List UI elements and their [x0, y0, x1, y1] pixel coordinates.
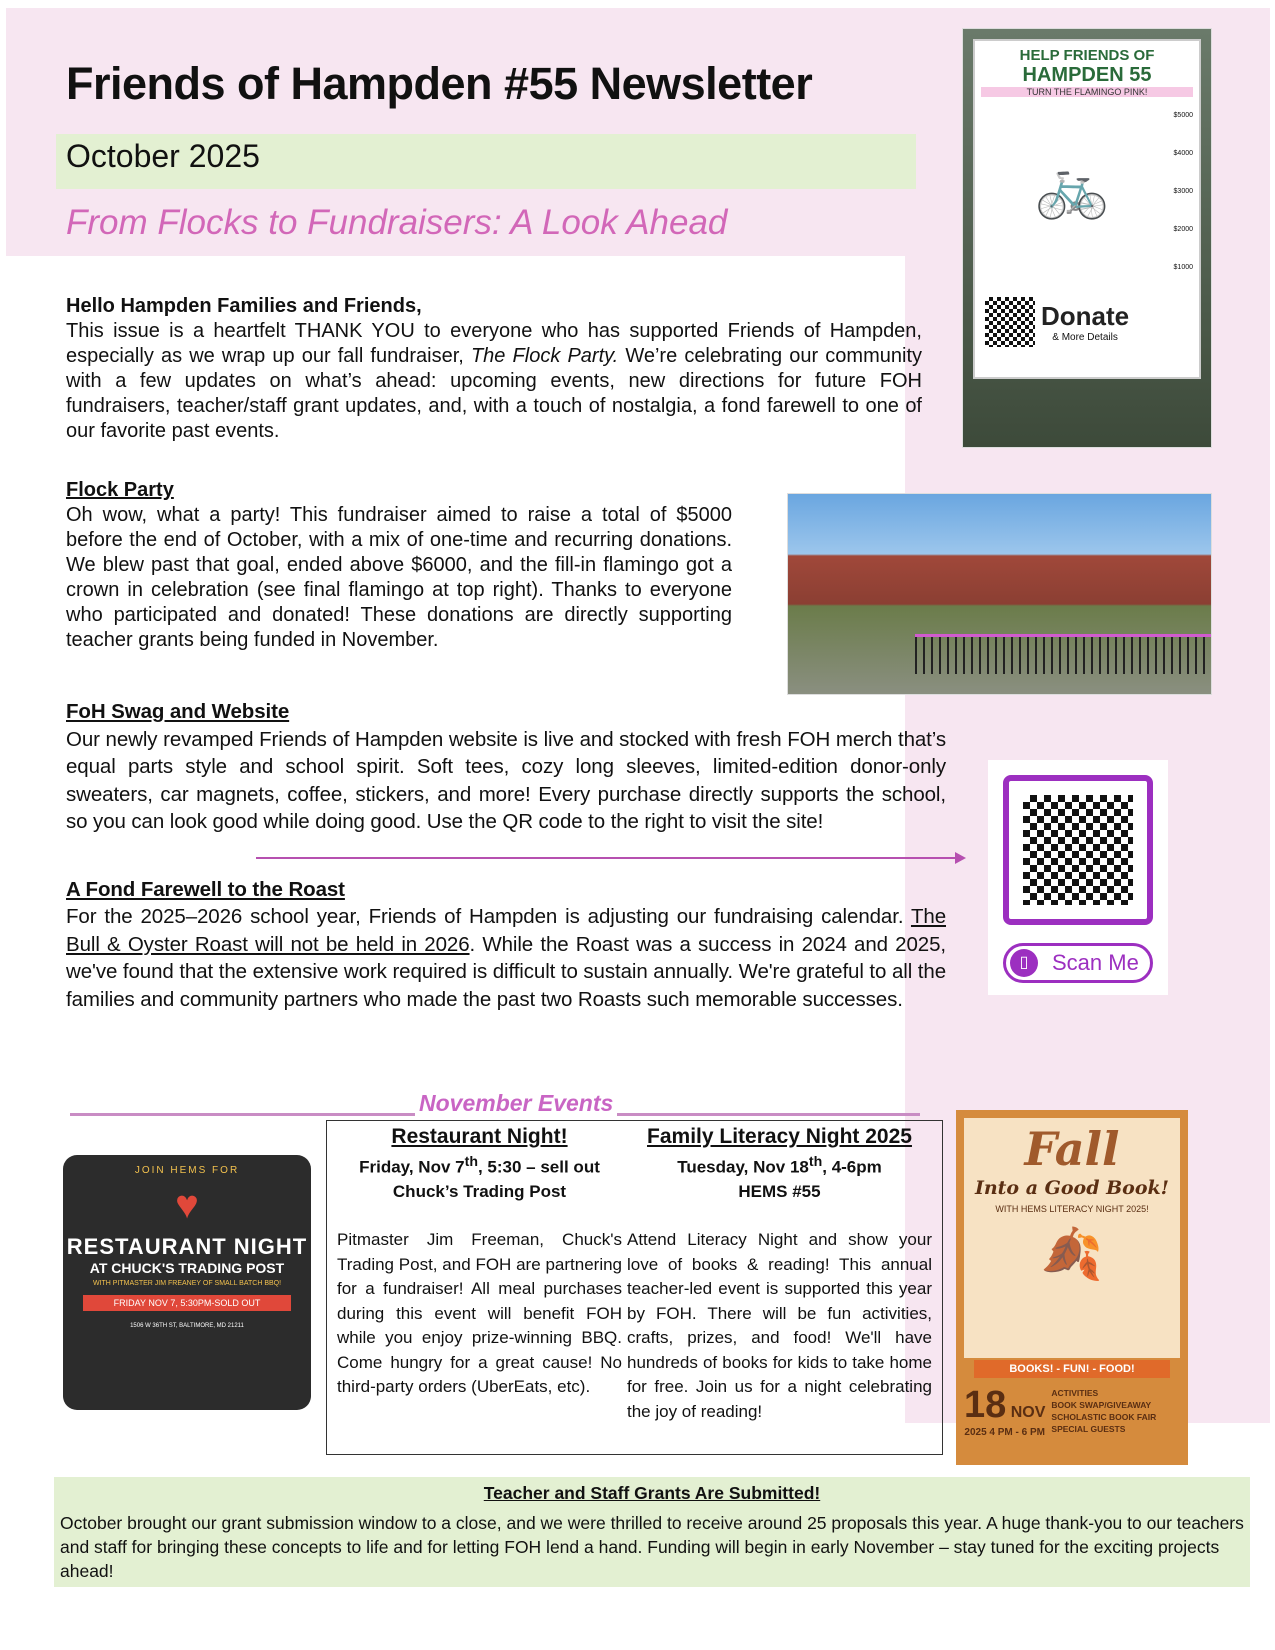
page-title: Friends of Hampden #55 Newsletter — [66, 58, 813, 109]
flyer-address: 1506 W 36TH ST, BALTIMORE, MD 21211 — [130, 1323, 244, 1329]
roast-heading: A Fond Farewell to the Roast — [66, 877, 345, 901]
flyer-subtitle: AT CHUCK'S TRADING POST — [89, 1260, 285, 1276]
sign-donate: Donate — [1041, 301, 1130, 331]
phone-icon: ▯ — [1010, 949, 1038, 977]
flamingo-sign-photo — [962, 28, 1212, 448]
event-title: Restaurant Night! — [391, 1125, 568, 1148]
sign-qr-code — [985, 297, 1035, 347]
sign-help-text: HELP FRIENDS OF — [1019, 47, 1155, 64]
literacy-night-flyer — [956, 1110, 1188, 1465]
roast-text: For the 2025–2026 school year, Friends of Hampden is adjusting our fundraising calendar. — [66, 905, 911, 928]
flyer-month: NOV — [1010, 1404, 1046, 1421]
event-location: HEMS #55 — [738, 1181, 821, 1201]
sign-level: $5000 — [1173, 112, 1193, 119]
flock-section — [66, 478, 732, 653]
event-date: Tuesday, Nov 18 — [677, 1157, 809, 1177]
events-table — [326, 1120, 943, 1455]
event-description: Pitmaster Jim Freeman, Chuck's Trading Post, and FOH are partnering for a fundraiser! All meal purchases during this event will benefit FOH while you enjoy prize-winning BBQ. Come hungry for a great cause! No third-party orders (UberEats, etc). — [337, 1230, 622, 1397]
flyer-fall: Fall — [1024, 1122, 1120, 1176]
scan-me-label: Scan Me — [1052, 950, 1139, 975]
flyer-banner: BOOKS! - FUN! - FOOD! — [974, 1360, 1170, 1378]
flyer-with: WITH HEMS LITERACY NIGHT 2025! — [995, 1204, 1149, 1214]
event-literacy-night — [627, 1125, 932, 1424]
flock-text: Oh wow, what a party! This fundraiser aimed to raise a total of $5000 before the end of October, with a mix of one-time and recurring donations. We blew past that goal, ended above $6000, and the fill-in flamingo got a crown in celebration (see final flamingo at top right). Thanks to everyone who participated and donated! These donations are directly supporting teacher grants being funded in November. — [66, 504, 732, 651]
sign-turn-text: TURN THE FLAMINGO PINK! — [981, 87, 1193, 97]
flyer-item: BOOK SWAP/GIVEAWAY — [1051, 1400, 1152, 1410]
swag-heading: FoH Swag and Website — [66, 700, 290, 723]
flock-heading: Flock Party — [66, 479, 174, 501]
sign-level: $2000 — [1173, 226, 1193, 233]
flyer-year: 2025 — [964, 1427, 987, 1438]
restaurant-night-flyer — [63, 1155, 311, 1410]
issue-date: October 2025 — [66, 138, 260, 174]
page-subtitle: From Flocks to Fundraisers: A Look Ahead — [66, 203, 728, 242]
swag-roast-column — [66, 698, 946, 1013]
arrow-to-qr — [256, 857, 964, 859]
heart-grill-icon: ♥ — [175, 1183, 199, 1227]
event-date: Friday, Nov 7 — [359, 1157, 465, 1177]
event-location: Chuck’s Trading Post — [392, 1181, 567, 1201]
flyer-day: 18 — [964, 1384, 1007, 1426]
flyer-join: JOIN HEMS FOR — [134, 1165, 240, 1176]
flyer-title: RESTAURANT NIGHT — [66, 1234, 308, 1259]
event-time: , 5:30 – sell out — [477, 1157, 600, 1177]
event-date-suffix: th — [464, 1153, 478, 1170]
flyer-item: SPECIAL GUESTS — [1051, 1424, 1126, 1434]
flamingo-bike-icon: 🚲 — [1034, 153, 1110, 220]
sign-level: $4000 — [1173, 150, 1193, 157]
event-description: Attend Literacy Night and show your love of books & reading! This annual teacher-led event is supported this year by FOH. There will be fun activities, crafts, prizes, and food! We'll have hundreds of books for kids to take home for free. Join us for a night celebrating the joy of reading! — [627, 1230, 932, 1421]
sign-hampden-text: HAMPDEN 55 — [1022, 64, 1152, 86]
swag-text: Our newly revamped Friends of Hampden website is live and stocked with fresh FOH merch that’s equal parts style and school spirit. Soft tees, cozy long sleeves, limited-edition donor-only sweaters, car magnets, coffee, stickers, and more! Every purchase directly supports the school, so you can look good while doing good. Use the QR code to the right to visit the site! — [66, 727, 946, 833]
flyer-into: Into a Good Book! — [974, 1177, 1170, 1199]
grants-section — [54, 1477, 1250, 1587]
intro-section — [66, 294, 922, 444]
roast-notice: The Bull & Oyster Roast will not be held in 2026 — [66, 905, 946, 956]
scan-me-button[interactable] — [1003, 943, 1153, 983]
event-title: Family Literacy Night 2025 — [647, 1125, 912, 1148]
sign-level: $1000 — [1173, 264, 1193, 271]
flyer-with: WITH PITMASTER JIM FREANEY OF SMALL BATCH BBQ! — [92, 1280, 282, 1287]
event-date-suffix: th — [808, 1153, 823, 1170]
grants-heading: Teacher and Staff Grants Are Submitted! — [483, 1483, 821, 1503]
flyer-date: FRIDAY NOV 7, 5:30PM-SOLD OUT — [83, 1295, 291, 1311]
intro-heading: Hello Hampden Families and Friends, — [66, 295, 422, 317]
school-fence-flamingos-photo — [787, 493, 1212, 695]
website-qr-card[interactable] — [988, 760, 1168, 995]
swag-section — [66, 698, 946, 836]
sign-level: $3000 — [1173, 188, 1193, 195]
roast-text: . While the Roast was a success in 2024 and 2025, we've found that the extensive work required is difficult to sustain annually. We're grateful to all the families and community partners who made the past two Roasts such memorable successes. — [66, 932, 946, 1011]
roast-section — [66, 876, 946, 1014]
flyer-item: SCHOLASTIC BOOK FAIR — [1051, 1412, 1157, 1422]
flyer-time: 4 PM - 6 PM — [989, 1427, 1045, 1438]
flyer-item: ACTIVITIES — [1051, 1388, 1099, 1398]
sign-more: & More Details — [1052, 332, 1118, 343]
qr-code[interactable] — [1003, 775, 1153, 925]
intro-text: This issue is a heartfelt THANK YOU to everyone who has supported Friends of Hampden, especially as we wrap up our fall fundraiser, — [66, 320, 922, 367]
intro-text: We’re celebrating our community with a few updates on what’s ahead: upcoming events, new directions for future FOH fundraisers, teacher/staff grant updates, and, with a touch of nostalgia, a fond farewell to one of our favorite past events. — [66, 345, 922, 442]
november-events-title: November Events — [415, 1090, 617, 1117]
tree-icon: 🍂 — [1040, 1226, 1104, 1282]
grants-text: October brought our grant submission window to a close, and we were thrilled to receive around 25 proposals this year. A huge thank-you to our teachers and staff for bringing these concepts to life and for letting FOH lend a hand. Funding will begin in early November – stay tuned for the exciting projects ahead! — [60, 1513, 1244, 1581]
event-restaurant-night — [337, 1125, 622, 1400]
flock-party-name: The Flock Party. — [470, 345, 619, 367]
event-time: , 4-6pm — [822, 1157, 882, 1177]
